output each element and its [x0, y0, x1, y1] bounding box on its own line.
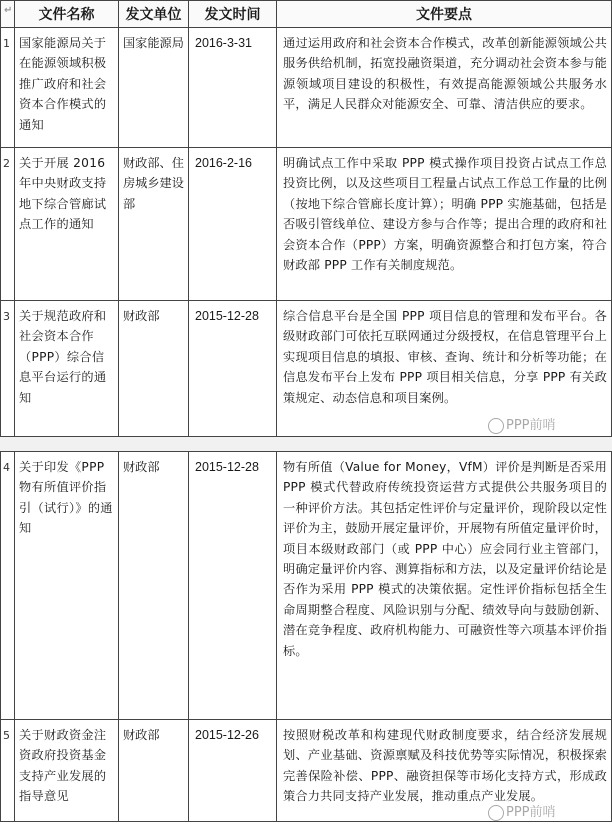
header-index-cell	[1, 1, 15, 28]
row-index: 3	[1, 301, 15, 437]
table-header-row	[1, 1, 612, 28]
header-file-name: 文件名称	[15, 1, 119, 28]
watermark-text: PPP前哨	[506, 418, 556, 433]
row-index: 4	[1, 452, 15, 720]
row-file-name: 关于财政资金注资政府投资基金支持产业发展的指导意见	[15, 720, 119, 822]
header-key-points: 文件要点	[277, 1, 612, 28]
wechat-logo-icon	[488, 418, 504, 434]
row-issuing-unit: 国家能源局	[119, 28, 189, 148]
table-split-gap	[0, 437, 612, 451]
row-issuing-unit: 财政部	[119, 301, 189, 437]
watermark	[488, 414, 556, 434]
policy-table-part-2	[0, 451, 612, 822]
row-issuing-unit: 财政部	[119, 452, 189, 720]
row-index: 5	[1, 720, 15, 822]
table-row	[1, 28, 612, 148]
row-key-points: 按照财税改革和构建现代财政制度要求，结合经济发展规划、产业基础、资源禀赋及科技优势等实际情况，积极探索完善保险补偿、PPP、融资担保等市场化支持方式，形成政策合力共同支持产业发展，推动重点产业发展。	[277, 720, 612, 822]
row-key-points: 通过运用政府和社会资本合作模式，改革创新能源领域公共服务供给机制，拓宽投融资渠道，充分调动社会资本参与能源领域项目建设的积极性，有效提高能源领域公共服务水平，满足人民群众对能源安全、可靠、清洁供应的要求。	[277, 28, 612, 148]
row-index: 2	[1, 148, 15, 301]
watermark-text: PPP前哨	[506, 805, 556, 820]
row-file-name: 国家能源局关于在能源领域积极推广政府和社会资本合作模式的通知	[15, 28, 119, 148]
row-issuing-unit: 财政部	[119, 720, 189, 822]
row-issue-date: 2015-12-28	[189, 301, 277, 437]
row-file-name: 关于印发《PPP 物有所值评价指引（试行）》的通知	[15, 452, 119, 720]
row-issue-date: 2015-12-28	[189, 452, 277, 720]
row-file-name: 关于开展 2016 年中央财政支持地下综合管廊试点工作的通知	[15, 148, 119, 301]
row-file-name: 关于规范政府和社会资本合作（PPP）综合信息平台运行的通知	[15, 301, 119, 437]
row-key-points: 物有所值（Value for Money，VfM）评价是判断是否采用 PPP 模式代替政府传统投资运营方式提供公共服务项目的一种评价方法。其包括定性评价与定量评价，现阶段以定性评价为主，鼓励开展定量评价，开展物有所值定量评价时，项目本级财政部门（或 PPP 中心）应会同行业主管部门，明确定量评价内容、测算指标和方法，以及定量评价结论是否作为采用 PPP 模式的决策依据。定性评价指标包括全生命周期整合程度、风险识别与分配、绩效导向与鼓励创新、潜在竞争程度、政府机构能力、可融资性等六项基本评价指标。	[277, 452, 612, 720]
table-row	[1, 452, 612, 720]
watermark	[488, 801, 556, 821]
table-row	[1, 148, 612, 301]
row-key-points: 综合信息平台是全国 PPP 项目信息的管理和发布平台。各级财政部门可依托互联网通过分级授权，在信息管理平台上实现项目信息的填报、审核、查询、统计和分析等功能；在信息发布平台上发布 PPP 项目相关信息，分享 PPP 有关政策规定、动态信息和项目案例。	[277, 301, 612, 437]
row-key-points: 明确试点工作中采取 PPP 模式操作项目投资占试点工作总投资比例，以及这些项目工程量占试点工作总工作量的比例（按地下综合管廊长度计算）；明确 PPP 实施基础，包括是否吸引管线单位、建设方参与合作等；提出合理的政府和社会资本合作（PPP）方案，明确资源整合和打包方案，符合财政部 PPP 工作有关制度规范。	[277, 148, 612, 301]
paragraph-mark-icon: ↵	[4, 5, 13, 16]
row-issue-date: 2016-2-16	[189, 148, 277, 301]
row-issuing-unit: 财政部、住房城乡建设部	[119, 148, 189, 301]
wechat-logo-icon	[488, 805, 504, 821]
header-issue-date: 发文时间	[189, 1, 277, 28]
header-issuing-unit: 发文单位	[119, 1, 189, 28]
row-index: 1	[1, 28, 15, 148]
row-issue-date: 2015-12-26	[189, 720, 277, 822]
row-issue-date: 2016-3-31	[189, 28, 277, 148]
